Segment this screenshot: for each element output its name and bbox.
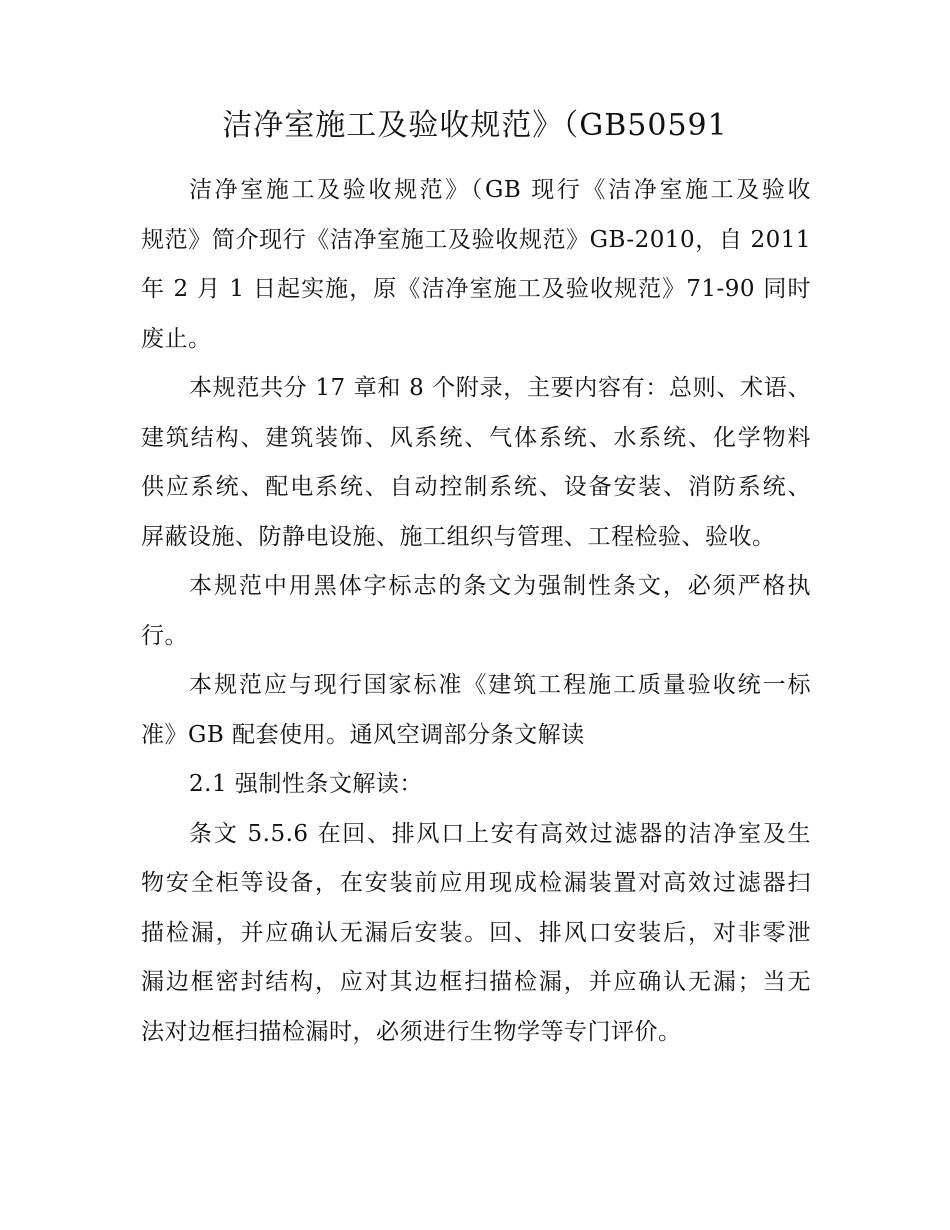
paragraph-line: 废止。 bbox=[141, 325, 212, 352]
paragraph-line: 年 2 月 1 日起实施，原《洁净室施工及验收规范》71-90 同时 bbox=[141, 276, 811, 302]
section-heading-2-1 bbox=[141, 760, 811, 810]
document-body bbox=[141, 166, 811, 1057]
paragraph-line: 行。 bbox=[141, 622, 188, 649]
paragraph-line: 本规范中用黑体字标志的条文为强制性条文，必须严格执 bbox=[189, 573, 811, 599]
paragraph-line: 洁净室施工及验收规范》（GB 现行《洁净室施工及验收 bbox=[189, 177, 811, 203]
paragraph-contents bbox=[141, 364, 811, 562]
paragraph-line: 条文 5.5.6 在回、排风口上安有高效过滤器的洁净室及生 bbox=[189, 820, 811, 847]
paragraph-line: 规范》简介现行《洁净室施工及验收规范》GB-2010，自 2011 bbox=[141, 226, 811, 253]
paragraph-line: 供应系统、配电系统、自动控制系统、设备安装、消防系统、 bbox=[141, 474, 811, 500]
paragraph-mandatory-note bbox=[141, 562, 811, 661]
paragraph-line: 漏边框密封结构，应对其边框扫描检漏，并应确认无漏；当无 bbox=[141, 969, 811, 995]
paragraph-line: 建筑结构、建筑装饰、风系统、气体系统、水系统、化学物料 bbox=[141, 424, 811, 451]
paragraph-standard-usage bbox=[141, 661, 811, 760]
paragraph-line: 物安全柜等设备，在安装前应用现成检漏装置对高效过滤器扫 bbox=[141, 870, 811, 896]
paragraph-line: 本规范共分 17 章和 8 个附录，主要内容有：总则、术语、 bbox=[189, 375, 811, 401]
paragraph-line: 法对边框扫描检漏时，必须进行生物学等专门评价。 bbox=[141, 1018, 682, 1045]
paragraph-line: 屏蔽设施、防静电设施、施工组织与管理、工程检验、验收。 bbox=[141, 523, 776, 550]
document-title: 洁净室施工及验收规范》（GB50591 bbox=[222, 108, 728, 143]
section-heading: 2.1 强制性条文解读： bbox=[189, 771, 423, 797]
paragraph-clause-5-5-6 bbox=[141, 810, 811, 1058]
paragraph-line: 本规范应与现行国家标准《建筑工程施工质量验收统一标 bbox=[189, 672, 811, 698]
paragraph-intro bbox=[141, 166, 811, 364]
paragraph-line: 描检漏，并应确认无漏后安装。回、排风口安装后，对非零泄 bbox=[141, 919, 811, 946]
paragraph-line: 准》GB 配套使用。通风空调部分条文解读 bbox=[141, 721, 585, 748]
